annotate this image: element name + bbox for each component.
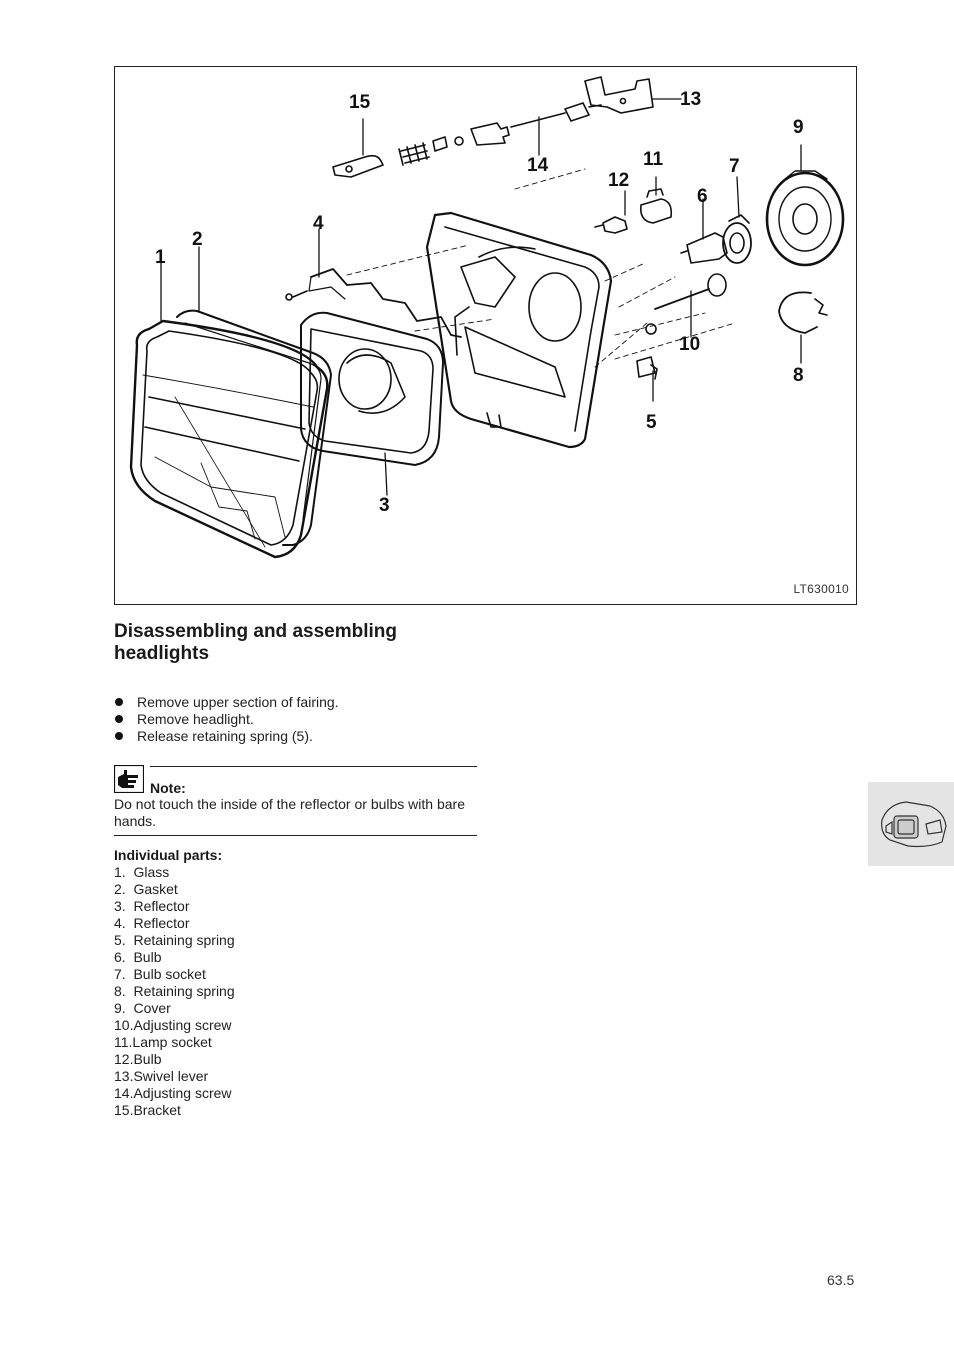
main-bulb-part [681, 233, 727, 263]
gasket-part [177, 311, 331, 545]
page-heading: Disassembling and assembling headlights [114, 621, 397, 664]
side-adjusting-screw-part [646, 274, 726, 334]
retaining-spring-clip-part [637, 357, 657, 379]
list-item: 12.Bulb [114, 1051, 162, 1067]
parts-list-title: Individual parts: [114, 847, 223, 863]
note-title: Note: [150, 780, 186, 796]
callout-8: 8 [793, 365, 804, 386]
exploded-headlight-diagram [114, 66, 857, 605]
callout-14: 14 [527, 155, 549, 176]
note-hand-icon [114, 765, 144, 793]
list-item: 15.Bracket [114, 1102, 181, 1118]
list-item: 7. Bulb socket [114, 966, 206, 982]
retaining-spring-ring-part [779, 292, 827, 333]
adjusting-screw-assembly [333, 103, 601, 177]
parts-list [114, 864, 235, 1119]
bullet-icon [115, 698, 123, 706]
callout-5: 5 [646, 412, 657, 433]
callout-10: 10 [679, 334, 701, 355]
list-item: 6. Bulb [114, 949, 162, 965]
step-item [114, 711, 339, 728]
step-item [114, 728, 339, 745]
swivel-lever-part [585, 77, 653, 113]
step-text: Remove headlight. [137, 711, 254, 727]
note-box [114, 766, 477, 836]
callout-leader-lines [161, 99, 801, 495]
note-text: Do not touch the inside of the reflector or bulbs with bare hands. [114, 796, 465, 829]
callout-3: 3 [379, 495, 390, 516]
list-item: 8. Retaining spring [114, 983, 235, 999]
list-item: 3. Reflector [114, 898, 190, 914]
headlight-section-icon [868, 782, 954, 866]
callout-6: 6 [697, 186, 708, 207]
figure-id: LT630010 [793, 582, 849, 596]
callout-1: 1 [155, 247, 166, 268]
bulb-socket-part [723, 215, 751, 263]
step-text: Remove upper section of fairing. [137, 694, 339, 710]
list-item: 4. Reflector [114, 915, 190, 931]
step-item [114, 694, 339, 711]
list-item: 2. Gasket [114, 881, 178, 897]
callout-12: 12 [608, 170, 630, 191]
headlight-illustration [115, 67, 858, 606]
list-item: 10.Adjusting screw [114, 1017, 232, 1033]
list-item: 14.Adjusting screw [114, 1085, 232, 1101]
procedure-steps [114, 694, 339, 745]
callout-9: 9 [793, 117, 804, 138]
list-item: 5. Retaining spring [114, 932, 235, 948]
callout-11: 11 [643, 149, 664, 170]
assembly-guide-lines [347, 169, 735, 367]
callout-13: 13 [680, 89, 702, 110]
note-top-rule [150, 766, 477, 767]
bullet-icon [115, 715, 123, 723]
list-item: 11.Lamp socket [114, 1034, 212, 1050]
page-number: 63.5 [827, 1272, 855, 1288]
callout-7: 7 [729, 156, 740, 177]
callout-4: 4 [313, 213, 324, 234]
step-text: Release retaining spring (5). [137, 728, 313, 744]
callout-15: 15 [349, 92, 371, 113]
list-item: 9. Cover [114, 1000, 171, 1016]
glass-part [131, 321, 327, 557]
small-bulb-part [595, 217, 627, 233]
section-thumb-tab [868, 782, 954, 866]
cover-part [767, 171, 843, 265]
list-item: 1. Glass [114, 864, 170, 880]
list-item: 13.Swivel lever [114, 1068, 209, 1084]
callout-2: 2 [192, 229, 203, 250]
bullet-icon [115, 732, 123, 740]
